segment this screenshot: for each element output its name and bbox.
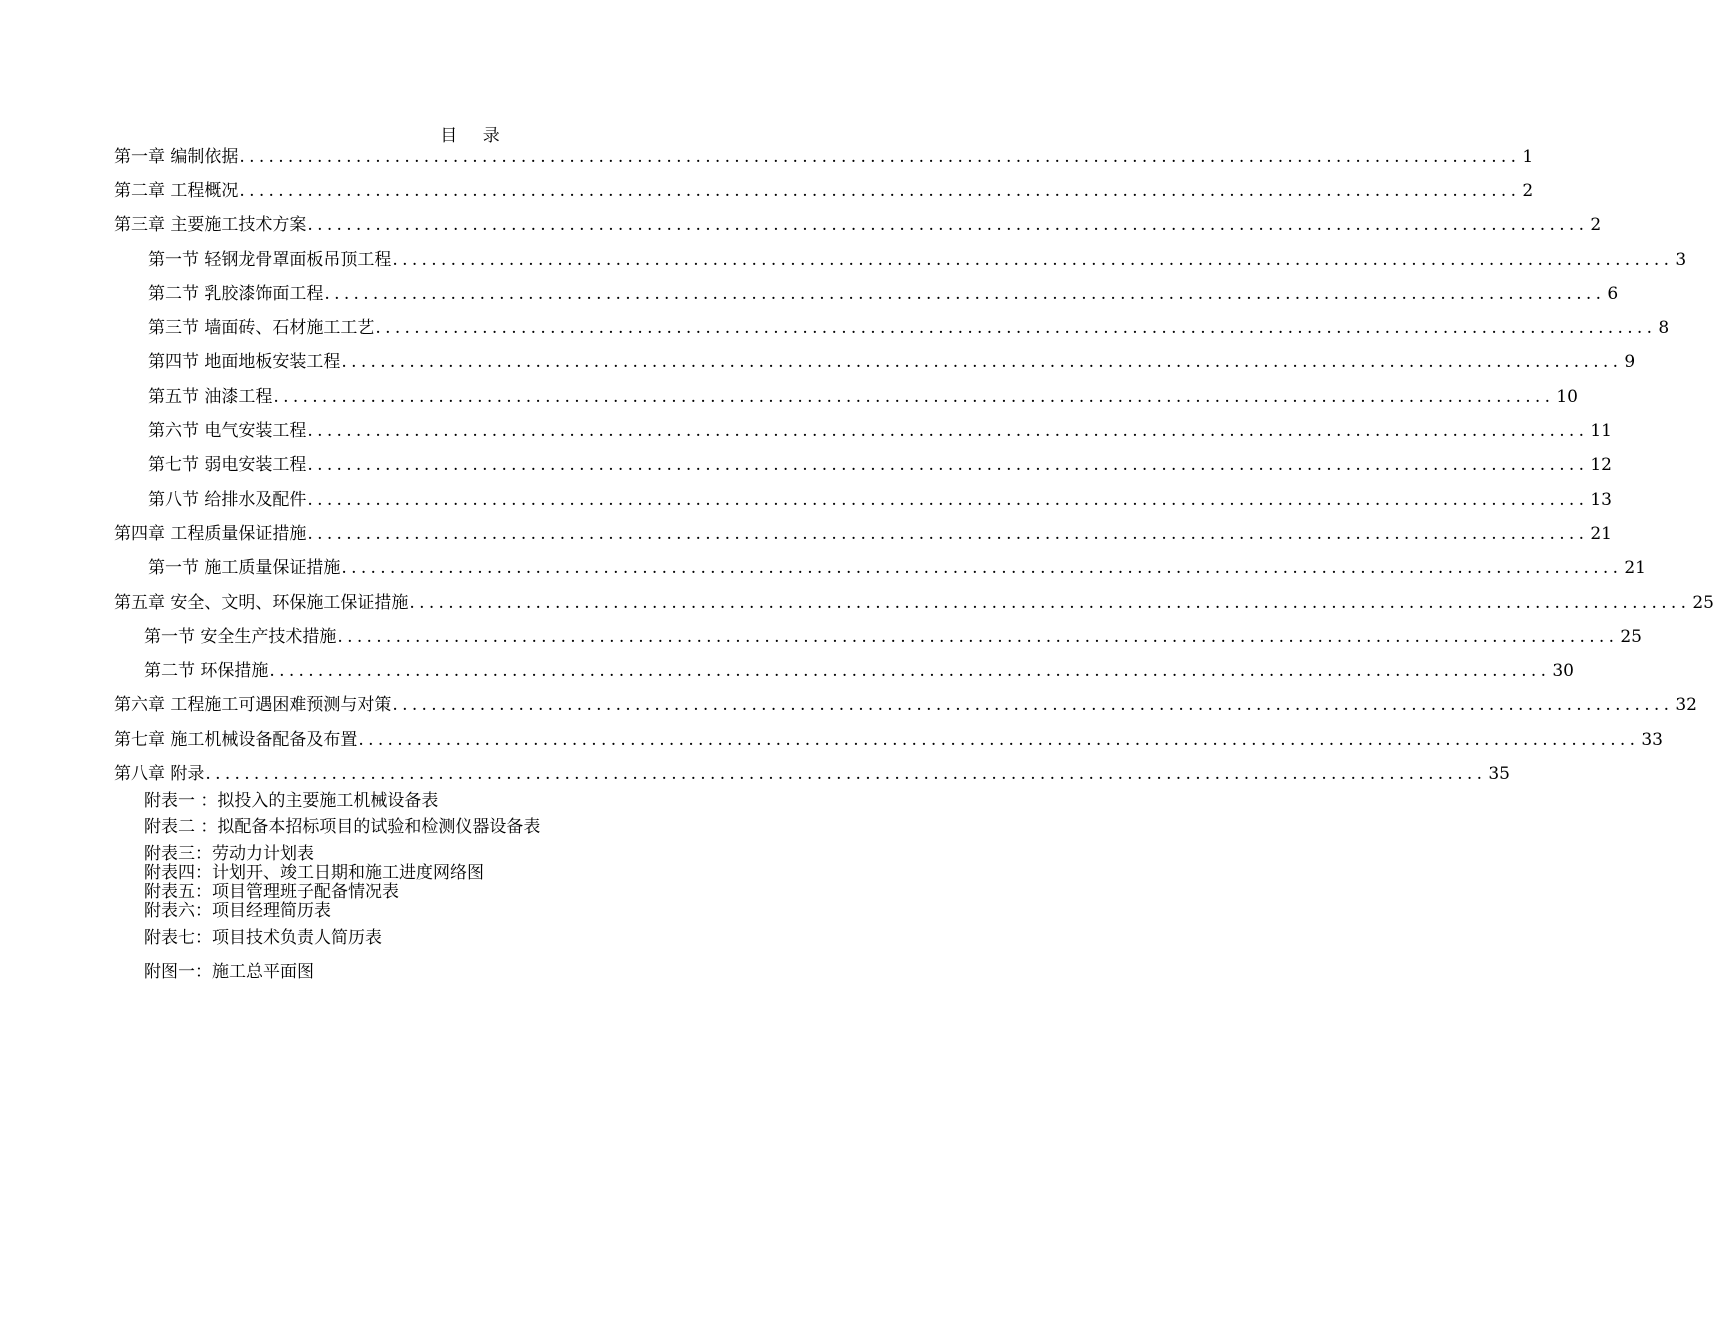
- toc-entry-label: 第三章 主要施工技术方案: [114, 215, 307, 235]
- toc-entry-chapter-2[interactable]: [114, 180, 1534, 202]
- toc-leader-dots: ....................................................................................................................................: [273, 387, 1555, 407]
- toc-entry-section-5-2[interactable]: [144, 660, 1574, 682]
- toc-page-number: 32: [1675, 695, 1697, 715]
- toc-entry-section-3-7[interactable]: [148, 454, 1612, 476]
- toc-leader-dots: ....................................................................................................................................: [392, 250, 1674, 270]
- toc-entry-label: 第一节 轻钢龙骨罩面板吊顶工程: [148, 250, 392, 270]
- toc-page-number: 2: [1590, 215, 1602, 235]
- toc-page-number: 11: [1590, 421, 1612, 441]
- toc-leader-dots: ....................................................................................................................................: [307, 421, 1589, 441]
- toc-entry-label: 第四节 地面地板安装工程: [148, 352, 341, 372]
- toc-leader-dots: ....................................................................................................................................: [375, 318, 1657, 338]
- toc-page-number: 21: [1590, 524, 1612, 544]
- toc-entry-chapter-4[interactable]: [114, 523, 1612, 545]
- toc-leader-dots: ....................................................................................................................................: [341, 352, 1623, 372]
- appendix-item: 附表一 ：拟投入的主要施工机械设备表: [144, 791, 439, 811]
- toc-leader-dots: ....................................................................................................................................: [239, 181, 1521, 201]
- toc-entry-label: 第二节 乳胶漆饰面工程: [148, 284, 324, 304]
- toc-leader-dots: ....................................................................................................................................: [307, 490, 1589, 510]
- toc-page-number: 25: [1692, 593, 1714, 613]
- appendix-item: 附表七：项目技术负责人简历表: [144, 928, 382, 948]
- toc-entry-label: 第六节 电气安装工程: [148, 421, 307, 441]
- toc-page-number: 10: [1556, 387, 1578, 407]
- appendix-item: 附表四：计划开、竣工日期和施工进度网络图: [144, 863, 484, 883]
- toc-page-number: 33: [1641, 730, 1663, 750]
- toc-entry-chapter-7[interactable]: [114, 729, 1663, 751]
- toc-entry-section-3-3[interactable]: [148, 317, 1670, 339]
- toc-entry-label: 第一节 安全生产技术措施: [144, 627, 337, 647]
- appendix-item: 附表六：项目经理简历表: [144, 901, 331, 921]
- toc-page-number: 6: [1607, 284, 1619, 304]
- toc-entry-label: 第八节 给排水及配件: [148, 490, 307, 510]
- toc-entry-section-3-5[interactable]: [148, 386, 1578, 408]
- toc-entry-section-3-6[interactable]: [148, 420, 1612, 442]
- toc-page-number: 25: [1620, 627, 1642, 647]
- toc-page-number: 3: [1675, 250, 1687, 270]
- toc-page-number: 13: [1590, 490, 1612, 510]
- toc-leader-dots: ....................................................................................................................................: [341, 558, 1623, 578]
- toc-entry-section-3-4[interactable]: [148, 351, 1636, 373]
- toc-entry-chapter-1[interactable]: [114, 146, 1534, 168]
- toc-entry-section-3-2[interactable]: [148, 283, 1619, 305]
- appendix-item: 附表五：项目管理班子配备情况表: [144, 882, 399, 902]
- toc-page-number: 1: [1522, 147, 1534, 167]
- toc-entry-section-3-1[interactable]: [148, 249, 1687, 271]
- appendix-item: 附表二 ：拟配备本招标项目的试验和检测仪器设备表: [144, 817, 541, 837]
- toc-page-number: 35: [1488, 764, 1510, 784]
- toc-entry-label: 第八章 附录: [114, 764, 205, 784]
- toc-entry-label: 第二章 工程概况: [114, 181, 239, 201]
- toc-page-number: 8: [1658, 318, 1670, 338]
- toc-entry-chapter-3[interactable]: [114, 214, 1602, 236]
- toc-page-number: 2: [1522, 181, 1534, 201]
- toc-leader-dots: ....................................................................................................................................: [205, 764, 1487, 784]
- toc-entry-section-5-1[interactable]: [144, 626, 1642, 648]
- toc-entry-label: 第五节 油漆工程: [148, 387, 273, 407]
- toc-page-number: 12: [1590, 455, 1612, 475]
- toc-entry-label: 第五章 安全、文明、环保施工保证措施: [114, 593, 409, 613]
- toc-entry-label: 第七节 弱电安装工程: [148, 455, 307, 475]
- toc-leader-dots: ....................................................................................................................................: [358, 730, 1640, 750]
- toc-leader-dots: ....................................................................................................................................: [324, 284, 1606, 304]
- toc-entry-label: 第三节 墙面砖、石材施工工艺: [148, 318, 375, 338]
- toc-leader-dots: ....................................................................................................................................: [337, 627, 1619, 647]
- toc-leader-dots: ....................................................................................................................................: [269, 661, 1551, 681]
- toc-entry-label: 第四章 工程质量保证措施: [114, 524, 307, 544]
- toc-entry-chapter-8[interactable]: [114, 763, 1510, 785]
- toc-leader-dots: ....................................................................................................................................: [307, 455, 1589, 475]
- toc-entry-label: 第二节 环保措施: [144, 661, 269, 681]
- toc-leader-dots: ....................................................................................................................................: [392, 695, 1674, 715]
- appendix-item: 附表三：劳动力计划表: [144, 844, 314, 864]
- toc-leader-dots: ....................................................................................................................................: [307, 524, 1589, 544]
- toc-page-number: 30: [1552, 661, 1574, 681]
- toc-entry-section-3-8[interactable]: [148, 489, 1612, 511]
- toc-leader-dots: ....................................................................................................................................: [307, 215, 1589, 235]
- toc-page-number: 21: [1624, 558, 1646, 578]
- appendix-item: 附图一：施工总平面图: [144, 962, 314, 982]
- toc-entry-label: 第七章 施工机械设备配备及布置: [114, 730, 358, 750]
- toc-page-number: 9: [1624, 352, 1636, 372]
- toc-leader-dots: ....................................................................................................................................: [239, 147, 1521, 167]
- toc-entry-section-4-1[interactable]: [148, 557, 1646, 579]
- toc-entry-chapter-5[interactable]: [114, 592, 1714, 614]
- toc-entry-label: 第六章 工程施工可遇困难预测与对策: [114, 695, 392, 715]
- toc-entry-label: 第一节 施工质量保证措施: [148, 558, 341, 578]
- toc-title: 目 录: [440, 126, 510, 146]
- toc-entry-label: 第一章 编制依据: [114, 147, 239, 167]
- toc-entry-chapter-6[interactable]: [114, 694, 1697, 716]
- toc-leader-dots: ....................................................................................................................................: [409, 593, 1691, 613]
